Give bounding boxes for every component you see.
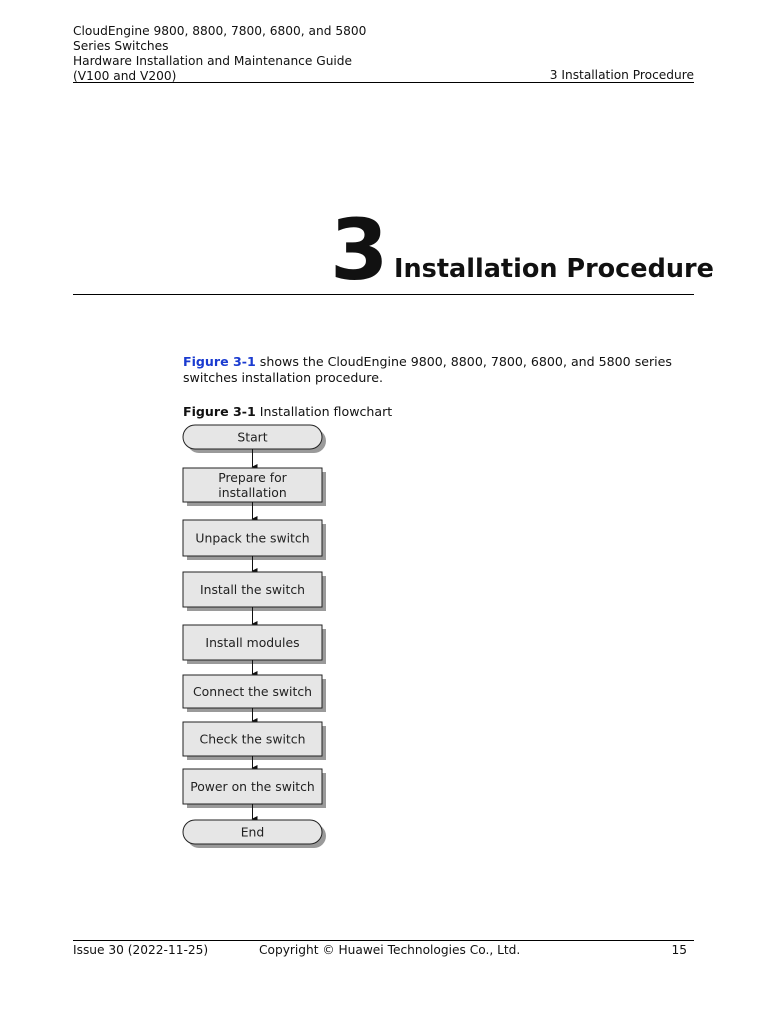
figure-label: Figure 3-1 [183,404,256,419]
copyright: Copyright © Huawei Technologies Co., Ltd. [259,943,521,957]
header-divider [73,82,694,83]
flow-step-6 [183,675,326,712]
flow-step-label: Unpack the switch [195,530,310,546]
flow-step-8 [183,769,326,808]
footer-divider [73,940,694,941]
intro-paragraph [183,354,673,386]
doc-title-line-3: Hardware Installation and Maintenance Guide [73,54,353,68]
flow-step-7 [183,722,326,760]
issue-info: Issue 30 (2022-11-25) [73,943,209,957]
flow-step-label: Install the switch [199,582,306,597]
flow-step-1 [183,425,326,453]
figure-caption-text: Installation flowchart [255,404,393,419]
chapter-number: 3 [330,201,389,299]
flow-step-4 [183,572,326,611]
page-number: 15 [671,943,687,957]
figure-link[interactable]: Figure 3-1 [183,354,256,369]
page-header [73,24,694,84]
flow-step-2 [183,468,326,506]
flow-step-label: End [240,824,265,840]
chapter-title: Installation Procedure [394,254,714,284]
installation-flowchart [178,420,338,860]
doc-title-line-2: Series Switches [73,39,169,53]
header-chapter-ref: 3 Installation Procedure [549,68,694,82]
figure-caption [183,404,392,419]
intro-text: shows the CloudEngine 9800, 8800, 7800, 6800, and 5800 series switches installation procedure. [183,354,672,385]
flow-step-label: Prepare for [218,470,287,485]
flow-step-3 [183,520,326,560]
flow-step-label: Check the switch [199,731,306,747]
flow-step-label: installation [218,485,287,500]
chapter-divider [73,294,694,295]
flow-step-label: Install modules [205,635,300,650]
doc-title-line-4: (V100 and V200) [73,69,177,83]
flow-step-label: Connect the switch [193,684,312,699]
doc-title-line-1: CloudEngine 9800, 8800, 7800, 6800, and 5800 [73,24,367,38]
flow-step-label: Power on the switch [190,779,315,794]
flow-step-label: Start [237,429,268,445]
flow-step-9 [183,820,326,848]
flow-step-5 [183,625,326,664]
